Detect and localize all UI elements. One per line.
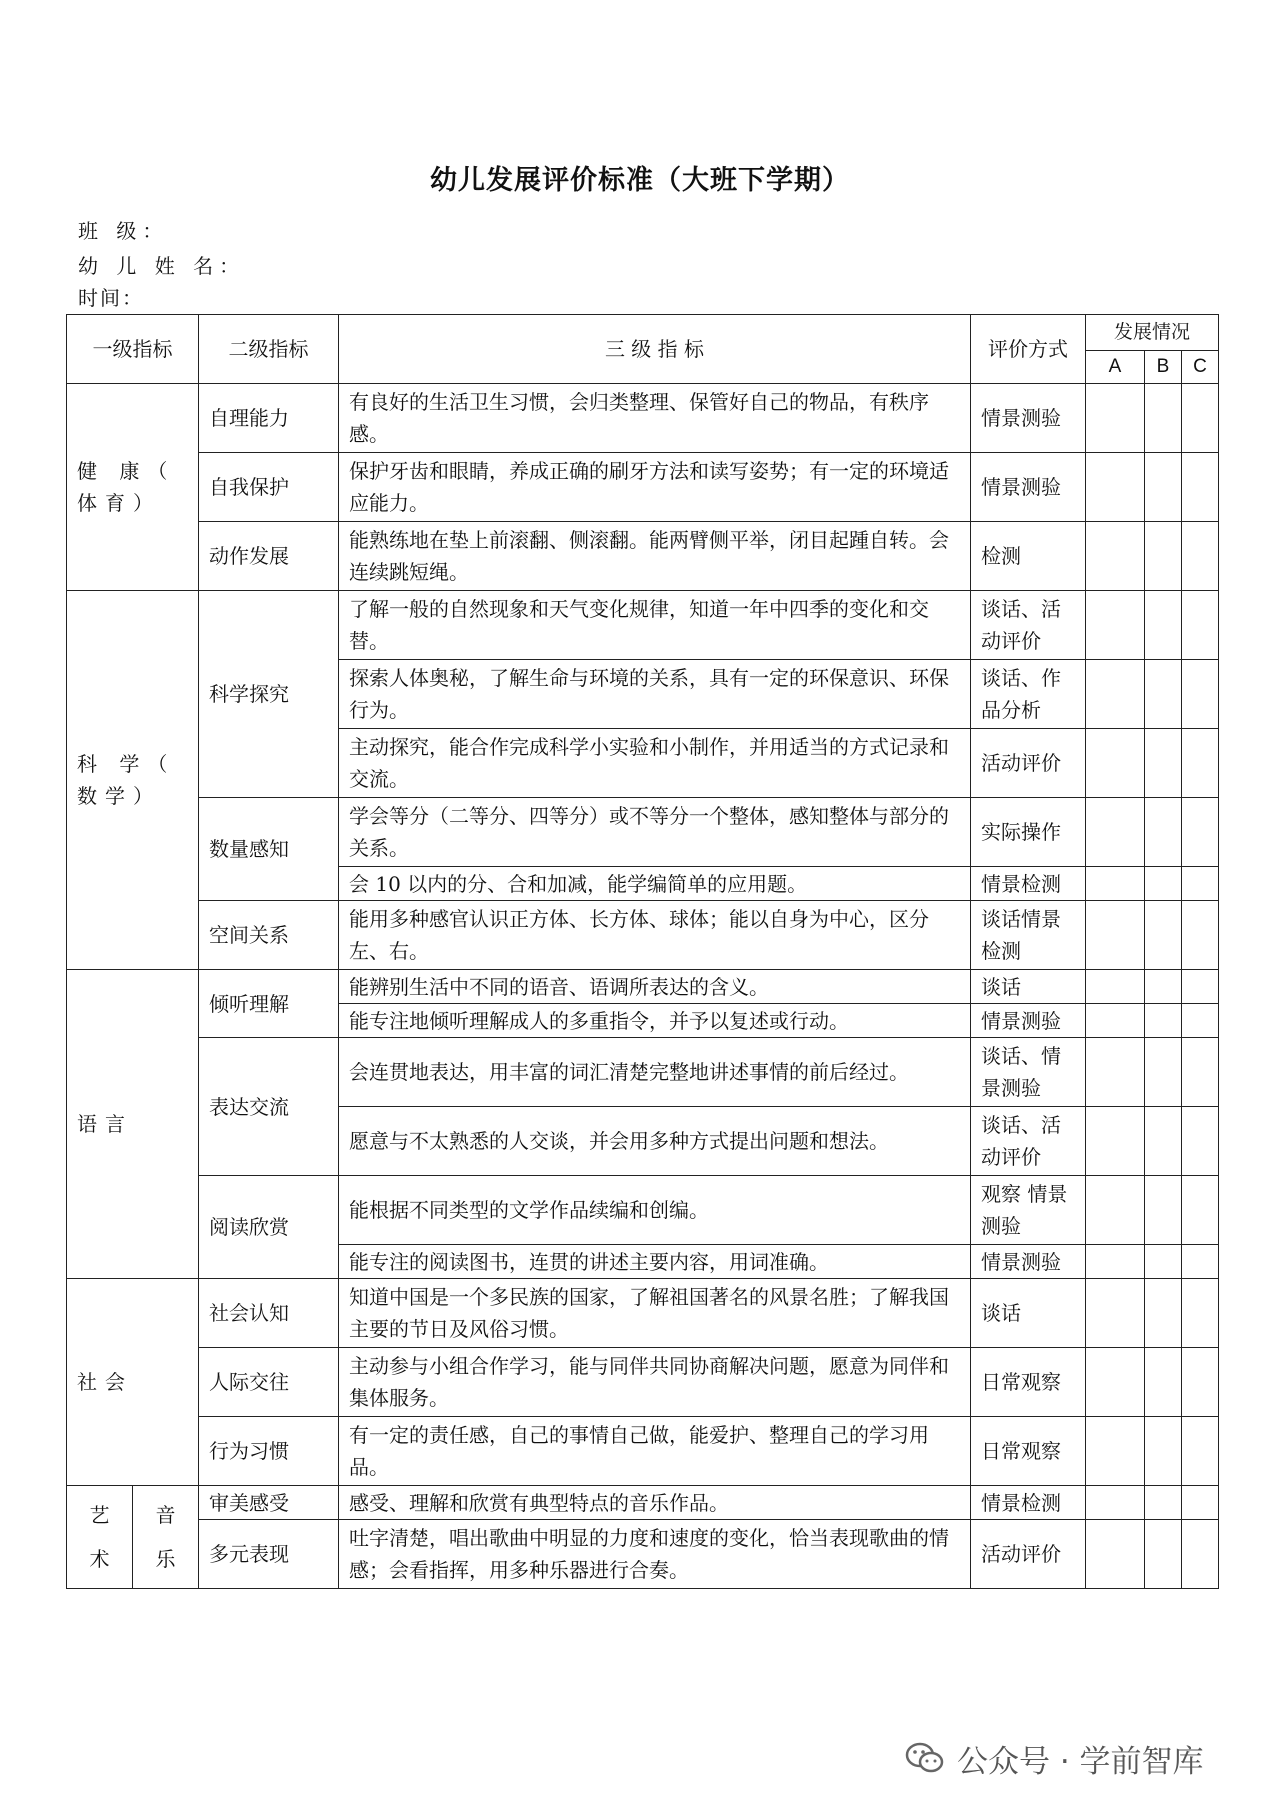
method-cell: 谈话情景检测 [971,901,1086,970]
header-grade-c: C [1182,351,1219,384]
grade-c-cell[interactable] [1182,453,1219,522]
grade-a-cell[interactable] [1086,1038,1145,1107]
grade-a-cell[interactable] [1086,384,1145,453]
grade-c-cell[interactable] [1182,867,1219,901]
grade-c-cell[interactable] [1182,1245,1219,1279]
grade-b-cell[interactable] [1145,1417,1182,1486]
level2-cell: 倾听理解 [199,970,339,1038]
level2-cell: 数量感知 [199,798,339,901]
method-cell: 谈话、活动评价 [971,1107,1086,1176]
group-language: 语言 [67,970,199,1279]
table-row [67,453,1219,522]
method-cell: 活动评价 [971,1520,1086,1589]
grade-b-cell[interactable] [1145,1038,1182,1107]
grade-c-cell[interactable] [1182,1417,1219,1486]
header-level1: 一级指标 [67,315,199,384]
grade-b-cell[interactable] [1145,660,1182,729]
level2-cell: 科学探究 [199,591,339,798]
grade-c-cell[interactable] [1182,1038,1219,1107]
time-label: 时间： [78,286,144,310]
level3-cell: 能用多种感官认识正方体、长方体、球体；能以自身为中心，区分左、右。 [339,901,971,970]
level3-cell: 能根据不同类型的文学作品续编和创编。 [339,1176,971,1245]
table-row [67,1520,1219,1589]
grade-c-cell[interactable] [1182,591,1219,660]
grade-a-cell[interactable] [1086,867,1145,901]
grade-a-cell[interactable] [1086,1004,1145,1038]
table-row [67,970,1219,1004]
grade-c-cell[interactable] [1182,1004,1219,1038]
group-music [133,1486,199,1589]
group-music-label: 音乐 [155,1503,176,1571]
grade-c-cell[interactable] [1182,798,1219,867]
method-cell: 情景检测 [971,1486,1086,1520]
grade-b-cell[interactable] [1145,522,1182,591]
header-level2: 二级指标 [199,315,339,384]
table-row [67,1176,1219,1245]
grade-a-cell[interactable] [1086,1176,1145,1245]
level2-cell: 阅读欣赏 [199,1176,339,1279]
method-cell: 观察 情景测验 [971,1176,1086,1245]
grade-b-cell[interactable] [1145,1004,1182,1038]
grade-b-cell[interactable] [1145,970,1182,1004]
level2-cell: 多元表现 [199,1520,339,1589]
level2-cell: 人际交往 [199,1348,339,1417]
page-title: 幼儿发展评价标准（大班下学期） [430,165,850,196]
grade-a-cell[interactable] [1086,1348,1145,1417]
level3-cell: 有一定的责任感，自己的事情自己做，能爱护、整理自己的学习用品。 [339,1417,971,1486]
level3-cell: 主动参与小组合作学习，能与同伴共同协商解决问题，愿意为同伴和集体服务。 [339,1348,971,1417]
level2-cell: 表达交流 [199,1038,339,1176]
grade-c-cell[interactable] [1182,1176,1219,1245]
table-row [67,1038,1219,1107]
grade-b-cell[interactable] [1145,384,1182,453]
level2-cell: 空间关系 [199,901,339,970]
grade-c-cell[interactable] [1182,901,1219,970]
header-grade-b: B [1145,351,1182,384]
grade-c-cell[interactable] [1182,970,1219,1004]
level3-cell: 学会等分（二等分、四等分）或不等分一个整体，感知整体与部分的关系。 [339,798,971,867]
method-cell: 情景测验 [971,453,1086,522]
method-cell: 谈话、活动评价 [971,591,1086,660]
grade-a-cell[interactable] [1086,970,1145,1004]
table-row [67,591,1219,660]
level3-cell: 能熟练地在垫上前滚翻、侧滚翻。能两臂侧平举，闭目起踵自转。会连续跳短绳。 [339,522,971,591]
level2-cell: 自理能力 [199,384,339,453]
grade-b-cell[interactable] [1145,591,1182,660]
level3-cell: 能专注的阅读图书，连贯的讲述主要内容，用词准确。 [339,1245,971,1279]
header-level3: 三 级 指 标 [339,315,971,384]
grade-c-cell[interactable] [1182,1520,1219,1589]
level3-cell: 保护牙齿和眼睛，养成正确的刷牙方法和读写姿势；有一定的环境适应能力。 [339,453,971,522]
table-row [67,522,1219,591]
grade-c-cell[interactable] [1182,522,1219,591]
grade-b-cell[interactable] [1145,1245,1182,1279]
level3-cell: 会连贯地表达，用丰富的词汇清楚完整地讲述事情的前后经过。 [339,1038,971,1107]
level2-cell: 动作发展 [199,522,339,591]
footer-watermark [905,1736,1204,1780]
grade-b-cell[interactable] [1145,1176,1182,1245]
table-row [67,1348,1219,1417]
group-art [67,1486,133,1589]
grade-b-cell[interactable] [1145,1486,1182,1520]
table-row [67,1417,1219,1486]
method-cell: 实际操作 [971,798,1086,867]
grade-a-cell[interactable] [1086,1107,1145,1176]
level3-cell: 能辨别生活中不同的语音、语调所表达的含义。 [339,970,971,1004]
grade-a-cell[interactable] [1086,1417,1145,1486]
level3-cell: 感受、理解和欣赏有典型特点的音乐作品。 [339,1486,971,1520]
class-label: 班 级： [78,219,169,243]
grade-a-cell[interactable] [1086,1520,1145,1589]
level3-cell: 了解一般的自然现象和天气变化规律，知道一年中四季的变化和交替。 [339,591,971,660]
grade-b-cell[interactable] [1145,798,1182,867]
wechat-icon [905,1741,945,1775]
table-row [67,384,1219,453]
grade-a-cell[interactable] [1086,522,1145,591]
grade-b-cell[interactable] [1145,729,1182,798]
method-cell: 谈话、情景测验 [971,1038,1086,1107]
grade-c-cell[interactable] [1182,1279,1219,1348]
level3-cell: 主动探究，能合作完成科学小实验和小制作，并用适当的方式记录和交流。 [339,729,971,798]
method-cell: 情景测验 [971,1004,1086,1038]
evaluation-table [66,314,1219,1589]
grade-c-cell[interactable] [1182,1486,1219,1520]
table-row [67,798,1219,867]
level2-cell: 自我保护 [199,453,339,522]
level2-cell: 审美感受 [199,1486,339,1520]
table-row [67,1279,1219,1348]
level3-cell: 吐字清楚，唱出歌曲中明显的力度和速度的变化，恰当表现歌曲的情感；会看指挥，用多种乐器进行合奏。 [339,1520,971,1589]
grade-a-cell[interactable] [1086,798,1145,867]
level3-cell: 有良好的生活卫生习惯，会归类整理、保管好自己的物品，有秩序感。 [339,384,971,453]
group-science: 科 学（ 数学） [67,591,199,970]
level2-cell: 行为习惯 [199,1417,339,1486]
level3-cell: 知道中国是一个多民族的国家，了解祖国著名的风景名胜；了解我国主要的节日及风俗习惯。 [339,1279,971,1348]
method-cell: 活动评价 [971,729,1086,798]
header-method: 评价方式 [971,315,1086,384]
level3-cell: 会 10 以内的分、合和加减，能学编简单的应用题。 [339,867,971,901]
grade-a-cell[interactable] [1086,660,1145,729]
grade-b-cell[interactable] [1145,1279,1182,1348]
grade-b-cell[interactable] [1145,1107,1182,1176]
grade-c-cell[interactable] [1182,1107,1219,1176]
table-row [67,901,1219,970]
grade-b-cell[interactable] [1145,901,1182,970]
method-cell: 日常观察 [971,1348,1086,1417]
level3-cell: 探索人体奥秘，了解生命与环境的关系，具有一定的环保意识、环保行为。 [339,660,971,729]
level3-cell: 能专注地倾听理解成人的多重指令，并予以复述或行动。 [339,1004,971,1038]
grade-a-cell[interactable] [1086,1279,1145,1348]
method-cell: 检测 [971,522,1086,591]
grade-c-cell[interactable] [1182,729,1219,798]
grade-a-cell[interactable] [1086,1245,1145,1279]
method-cell: 情景测验 [971,384,1086,453]
level2-cell: 社会认知 [199,1279,339,1348]
level3-cell: 愿意与不太熟悉的人交谈，并会用多种方式提出问题和想法。 [339,1107,971,1176]
method-cell: 日常观察 [971,1417,1086,1486]
grade-b-cell[interactable] [1145,1348,1182,1417]
grade-b-cell[interactable] [1145,1520,1182,1589]
grade-a-cell[interactable] [1086,1486,1145,1520]
group-art-label: 艺术 [89,1503,110,1571]
grade-a-cell[interactable] [1086,591,1145,660]
method-cell: 情景测验 [971,1245,1086,1279]
header-development: 发展情况 [1086,315,1219,351]
grade-a-cell[interactable] [1086,453,1145,522]
grade-c-cell[interactable] [1182,384,1219,453]
header-grade-a: A [1086,351,1145,384]
grade-c-cell[interactable] [1182,1348,1219,1417]
grade-a-cell[interactable] [1086,901,1145,970]
grade-a-cell[interactable] [1086,729,1145,798]
group-health: 健 康（ 体育） [67,384,199,591]
footer-text: 公众号 · 学前智库 [957,1743,1204,1780]
group-social: 社会 [67,1279,199,1486]
method-cell: 谈话、作品分析 [971,660,1086,729]
grade-b-cell[interactable] [1145,453,1182,522]
table-row [67,1486,1219,1520]
method-cell: 谈话 [971,1279,1086,1348]
child-name-label: 幼 儿 姓 名： [78,254,246,278]
method-cell: 谈话 [971,970,1086,1004]
grade-c-cell[interactable] [1182,660,1219,729]
grade-b-cell[interactable] [1145,867,1182,901]
method-cell: 情景检测 [971,867,1086,901]
